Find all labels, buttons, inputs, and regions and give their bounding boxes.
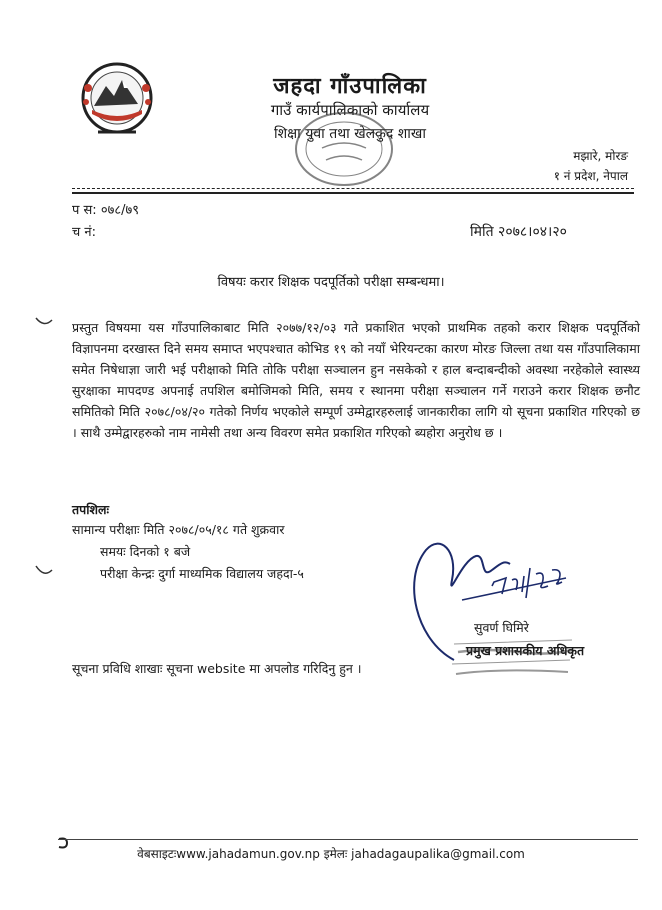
letter-body: प्रस्तुत विषयमा यस गाँउपालिकाबाट मिति २०७७/१२/०३ गते प्रकाशित भएको प्राथमिक तहको करार शिक्षक पदपूर्तिको विज्ञापनमा दरखास्त दिने समय समाप्त भएपश्चात कोभिड १९ को नयाँ भेरियन्टका कारण मोरङ जिल्ला तथा यस गाँउपालिकामा समेत निषेधाज्ञा जारी भई परीक्षाको मिति तोकि परीक्षा सञ्चालन हुन नसकेको र हाल बन्दाबन्दीको अवस्था नरहेकोले स्वास्थ्य सुरक्षाका मापदण्ड अपनाई तपशिल बमोजिमको मिति, समय र स्थानमा परीक्षा सञ्चालन गर्ने गराउने करार शिक्षक छनौट समितिको मिति २०७८/०४/२० गतेको निर्णय भएकोले सम्पूर्ण उम्मेद्वारहरुलाई जानकारीका लागि यो सूचना प्रकाशित गरिएको छ । साथै उम्मेद्वारहरुको नाम नामेसी तथा अन्य विवरण समेत प्रकाशित गरिएको ब्यहोरा अनुरोध छ ।	[72, 320, 640, 440]
letter-reference-ps: प स: ०७८/७९	[72, 203, 139, 218]
it-branch-notice: सूचना प्रविधि शाखाः सूचना website मा अपलोड गरिदिनु हुन ।	[72, 661, 362, 676]
signatory-stamp	[448, 630, 578, 680]
footer-divider	[58, 839, 638, 840]
office-subtitle: गाउँ कार्यपालिकाको कार्यालय	[270, 101, 430, 119]
letter-reference-cn: च नं:	[72, 225, 96, 240]
footer-contact: वेबसाइटःwww.jahadamun.gov.np इमेलः jahadagaupalika@gmail.com	[137, 847, 525, 861]
header-divider-solid	[72, 192, 634, 194]
letter-date: मिति २०७८।०४।२०	[470, 224, 567, 240]
schedule-exam-date: सामान्य परीक्षाः मिति २०७८/०५/१८ गते शुक्रवार	[72, 522, 285, 537]
office-branch: शिक्षा युवा तथा खेलकुद शाखा	[273, 126, 427, 142]
nepal-emblem-logo	[78, 58, 156, 138]
letter-subject: विषयः करार शिक्षक पदपूर्तिको परीक्षा सम्बन्धमा।	[217, 275, 445, 290]
schedule-exam-time: समयः दिनको १ बजे	[100, 544, 191, 559]
schedule-exam-center: परीक्षा केन्द्रः दुर्गा माध्यमिक विद्यालय जहदा-५	[100, 566, 304, 581]
address-line-1: मझारे, मोरङ	[573, 149, 628, 163]
margin-mark-icon	[34, 316, 54, 328]
schedule-heading: तपशिलः	[72, 502, 109, 517]
margin-mark-icon	[34, 564, 54, 578]
address-line-2: १ नं प्रदेश, नेपाल	[553, 169, 628, 183]
signatory-title: प्रमुख प्रशासकीय अधिकृत	[466, 643, 585, 658]
signatory-name: सुवर्ण घिमिरे	[474, 620, 529, 635]
office-seal	[292, 108, 396, 190]
office-name: जहदा गाँउपालिका	[273, 74, 427, 99]
header-divider-dashed	[72, 188, 634, 189]
